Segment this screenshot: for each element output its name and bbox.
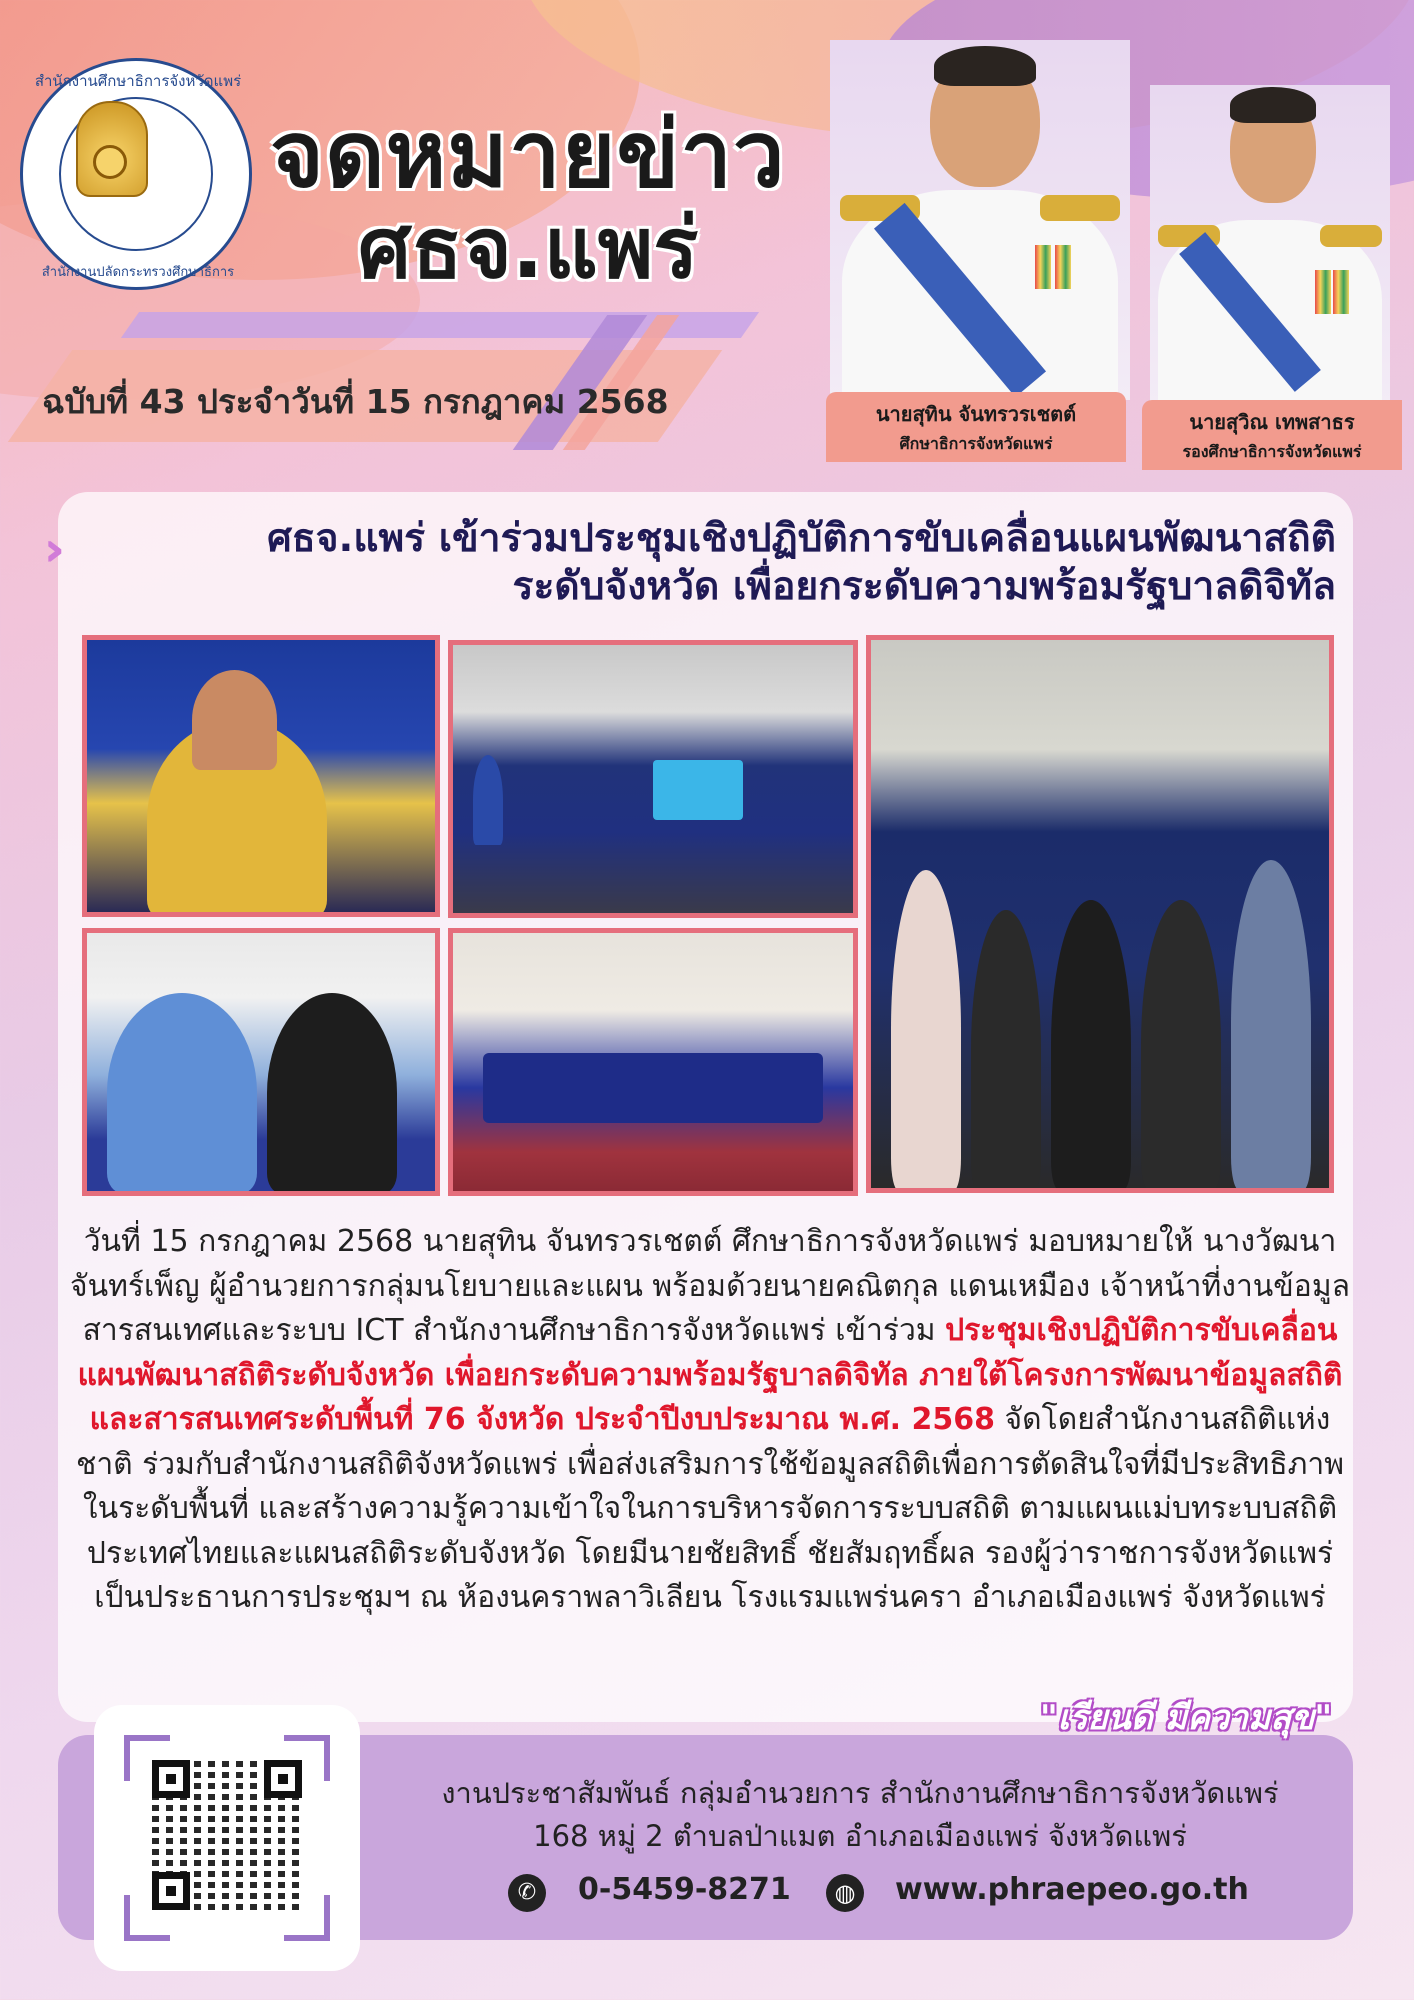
footer-department: งานประชาสัมพันธ์ กลุ่มอำนวยการ สำนักงานศึกษาธิการจังหวัดแพร่: [441, 1776, 1279, 1810]
globe-icon: ◍: [826, 1874, 864, 1912]
footer-website-link[interactable]: www.phraepeo.go.th: [895, 1872, 1249, 1907]
phone-icon: ✆: [508, 1874, 546, 1912]
footer-address: 168 หมู่ 2 ตำบลป่าแมต อำเภอเมืองแพร่ จังหวัดแพร่: [533, 1819, 1187, 1853]
headline-line-1: ศธจ.แพร่ เข้าร่วมประชุมเชิงปฏิบัติการขับเคลื่อนแผนพัฒนาสถิติ: [267, 516, 1336, 561]
official-1-role: ศึกษาธิการจังหวัดแพร่: [899, 434, 1053, 453]
seal-text-bottom: สำนักงานปลัดกระทรวงศึกษาธิการ: [41, 265, 235, 280]
official-1-name: นายสุทิน จันทรวรเชตต์: [875, 402, 1077, 426]
photo-group: [866, 635, 1334, 1193]
article-headline: [96, 515, 1336, 610]
motto: "เรียนดี มีความสุข": [1040, 1698, 1333, 1738]
photo-participants: [82, 928, 440, 1196]
newsletter-subtitle: ศธจ.แพร่: [358, 199, 699, 297]
double-chevron-right-icon: ›››: [44, 522, 47, 576]
photo-speaker: [82, 635, 440, 917]
official-2-name: นายสุวิณ เทพสาธร: [1189, 410, 1355, 434]
official-1-nametag: [826, 392, 1126, 462]
photo-audience: [448, 928, 858, 1196]
official-2-role: รองศึกษาธิการจังหวัดแพร่: [1182, 442, 1362, 461]
headline-line-2: ระดับจังหวัด เพื่อยกระดับความพร้อมรัฐบาลดิจิทัล: [512, 563, 1336, 609]
body-intro: วันที่ 15 กรกฎาคม 2568 นายสุทิน จันทรวรเชตต์ ศึกษาธิการจังหวัดแพร่ มอบหมายให้ นางวัฒนา จันทร์เพ็ญ ผู้อำนวยการกลุ่มนโยบายและแผน พร้อมด้วยนายคณิตกุล แดนเหมือง เจ้าหน้าที่งานข้อมูลสารสนเทศและระบบ ICT สำนักงานศึกษาธิการจังหวัดแพร่ เข้าร่วม: [70, 1224, 1350, 1348]
newsletter-title: จดหมายข่าว: [270, 101, 786, 208]
seal-text-top: สำนักงานศึกษาธิการจังหวัดแพร่: [34, 72, 242, 90]
issue-line: ฉบับที่ 43 ประจำวันที่ 15 กรกฎาคม 2568: [42, 382, 669, 421]
qr-code-pattern: [152, 1760, 302, 1910]
footer-phone[interactable]: 0-5459-8271: [578, 1872, 791, 1907]
photo-presentation: [448, 640, 858, 918]
official-2-nametag: [1142, 400, 1402, 470]
body-rest: จัดโดยสำนักงานสถิติแห่งชาติ ร่วมกับสำนักงานสถิติจังหวัดแพร่ เพื่อส่งเสริมการใช้ข้อมูลสถิติเพื่อการตัดสินใจที่มีประสิทธิภาพในระดับพื้นที่ และสร้างความรู้ความเข้าใจในการบริหารจัดการระบบสถิติ ตามแผนแม่บทระบบสถิติประเทศไทยและแผนสถิติระดับจังหวัด โดยมีนายชัยสิทธิ์ ชัยสัมฤทธิ์ผล รองผู้ว่าราชการจังหวัดแพร่ เป็นประธานการประชุมฯ ณ ห้องนคราพลาวิเลียน โรงแรมแพร่นครา อำเภอเมืองแพร่ จังหวัดแพร่: [75, 1402, 1345, 1615]
portrait-official-1: [830, 40, 1130, 400]
body-highlight: ประชุมเชิงปฏิบัติการขับเคลื่อนแผนพัฒนาสถิติระดับจังหวัด เพื่อยกระดับความพร้อมรัฐบาลดิจิทัล ภายใต้โครงการพัฒนาข้อมูลสถิติและสารสนเทศระดับพื้นที่ 76 จังหวัด ประจำปีงบประมาณ พ.ศ. 2568: [77, 1313, 1343, 1437]
article-body: [70, 1220, 1350, 1621]
dharma-wheel-icon: [93, 145, 127, 179]
office-seal: [20, 58, 252, 290]
portrait-official-2: [1150, 85, 1390, 405]
